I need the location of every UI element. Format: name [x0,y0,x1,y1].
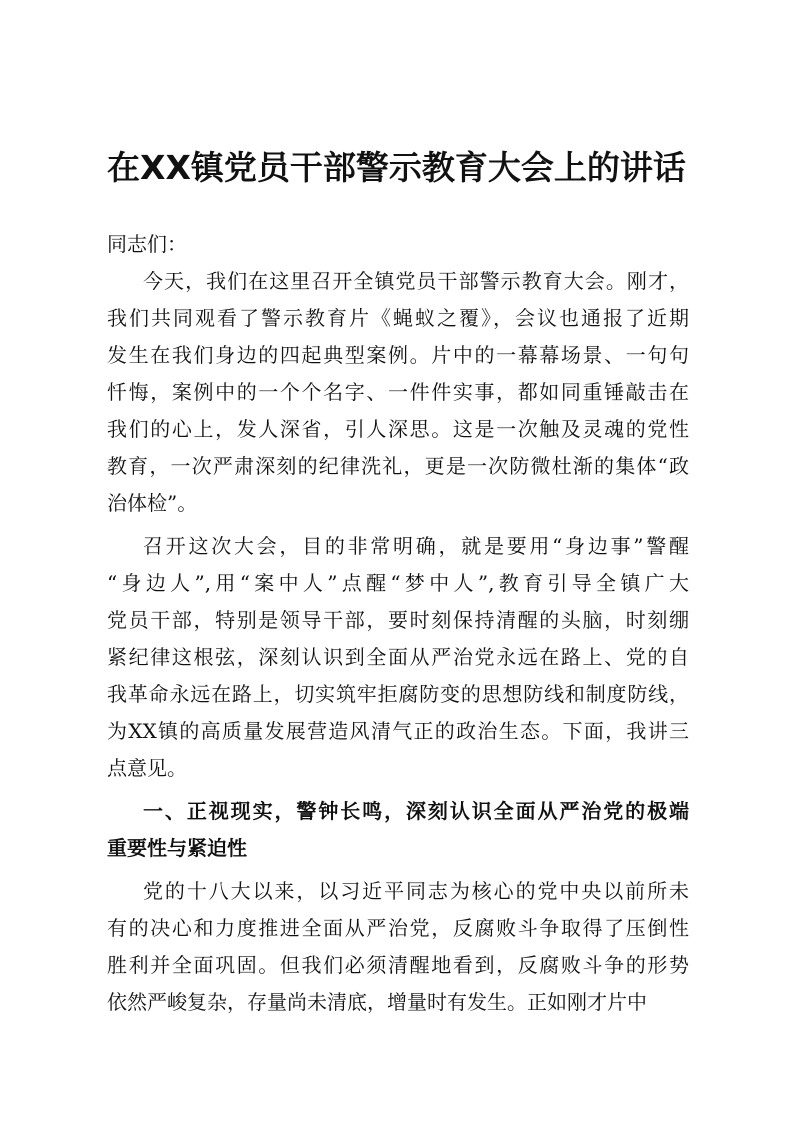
text-line: 治体检”。 [107,491,198,515]
text-line: “身边人”,用“案中人”点醒“梦中人”,教育引导全镇广大 [107,571,689,595]
text-line: 点意见。 [107,756,187,780]
text-line: 我革命永远在路上，切实筑牢拒腐防变的思想防线和制度防线， [107,682,689,706]
text-line: 党员干部，特别是领导干部，要时刻保持清醒的头脑，时刻绷 [107,608,689,632]
text-line: 今天，我们在这里召开全镇党员干部警示教育大会。刚才， [143,269,689,293]
text-line: 忏悔，案例中的一个个名字、一件件实事，都如同重锤敲击在 [107,380,689,404]
text-line: 有的决心和力度推进全面从严治党，反腐败斗争取得了压倒性 [107,916,689,940]
text-line: 发生在我们身边的四起典型案例。片中的一幕幕场景、一句句 [107,343,689,367]
document-body [107,226,689,1027]
document-title: 在XX镇党员干部警示教育大会上的讲话 [107,148,686,187]
text-line: 胜利并全面巩固。但我们必须清醒地看到，反腐败斗争的形势 [107,953,689,977]
body-paragraph [107,528,689,787]
text-line: 紧纪律这根弦，深刻认识到全面从严治党永远在路上、党的自 [107,645,689,669]
text-line: 党的十八大以来，以习近平同志为核心的党中央以前所未 [143,879,689,903]
body-paragraph [107,263,689,522]
text-line: 我们共同观看了警示教育片《蝇蚁之覆》，会议也通报了近期 [107,306,689,330]
text-line: 依然严峻复杂，存量尚未清底，增量时有发生。正如刚才片中 [107,990,647,1014]
text-line: 一、正视现实，警钟长鸣，深刻认识全面从严治党的极端 [143,799,689,823]
section-heading [107,793,689,867]
paragraphs [107,263,689,1021]
text-line: 为XX镇的高质量发展营造风清气正的政治生态。下面，我讲三 [107,719,689,743]
text-line: 重要性与紧迫性 [107,836,247,860]
text-line: 我们的心上，发人深省，引人深思。这是一次触及灵魂的党性 [107,417,689,441]
salutation: 同志们： [107,232,187,256]
text-line: 召开这次大会，目的非常明确，就是要用“身边事”警醒 [143,534,689,558]
body-paragraph [107,873,689,1021]
text-line: 教育，一次严肃深刻的纪律洗礼，更是一次防微杜渐的集体“政 [107,454,689,478]
